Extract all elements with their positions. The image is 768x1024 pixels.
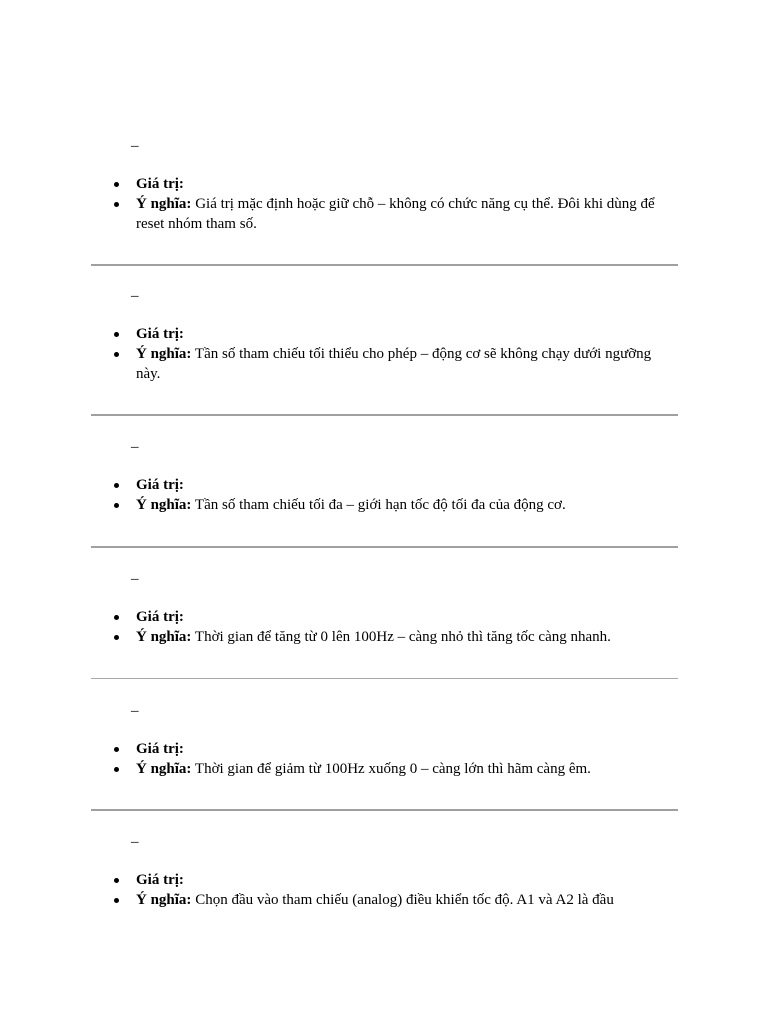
bullet-icon bbox=[114, 352, 119, 357]
section-5-list bbox=[110, 739, 670, 779]
value-label: Giá trị: bbox=[136, 872, 184, 888]
list-item-value bbox=[110, 174, 670, 194]
meaning-label: Ý nghĩa: bbox=[136, 497, 192, 513]
bullet-icon bbox=[114, 483, 119, 488]
meaning-label: Ý nghĩa: bbox=[136, 892, 192, 908]
section-6-list bbox=[110, 870, 670, 910]
section-1-dash: – bbox=[131, 138, 139, 154]
bullet-icon bbox=[114, 767, 119, 772]
list-item-meaning bbox=[110, 627, 670, 647]
bullet-icon bbox=[114, 503, 119, 508]
meaning-text: Chọn đầu vào tham chiếu (analog) điều khiển tốc độ. A1 và A2 là đầu bbox=[195, 892, 614, 908]
bullet-icon bbox=[114, 635, 119, 640]
section-4-dash: – bbox=[131, 571, 139, 587]
bullet-icon bbox=[114, 747, 119, 752]
list-item-value bbox=[110, 475, 670, 495]
value-label: Giá trị: bbox=[136, 477, 184, 493]
bullet-icon bbox=[114, 615, 119, 620]
list-item-value bbox=[110, 607, 670, 627]
list-item-value bbox=[110, 739, 670, 759]
meaning-text: Tần số tham chiếu tối thiểu cho phép – động cơ sẽ không chạy dưới ngưỡng này. bbox=[136, 346, 652, 382]
list-item-meaning bbox=[110, 890, 670, 910]
section-6-dash: – bbox=[131, 834, 139, 850]
divider bbox=[91, 809, 678, 811]
divider bbox=[91, 678, 678, 679]
bullet-icon bbox=[114, 898, 119, 903]
meaning-text: Thời gian để giảm từ 100Hz xuống 0 – càng lớn thì hãm càng êm. bbox=[194, 761, 591, 777]
value-label: Giá trị: bbox=[136, 741, 184, 757]
value-label: Giá trị: bbox=[136, 609, 184, 625]
divider bbox=[91, 414, 678, 416]
list-item-meaning bbox=[110, 759, 670, 779]
list-item-meaning bbox=[110, 495, 670, 515]
list-item-value bbox=[110, 870, 670, 890]
bullet-icon bbox=[114, 202, 119, 207]
value-label: Giá trị: bbox=[136, 176, 184, 192]
divider bbox=[91, 264, 678, 266]
bullet-icon bbox=[114, 332, 119, 337]
meaning-text: Giá trị mặc định hoặc giữ chỗ – không có chức năng cụ thể. Đôi khi dùng để reset nhóm tham số. bbox=[136, 196, 655, 232]
list-item-meaning bbox=[110, 344, 670, 384]
meaning-text: Thời gian để tăng từ 0 lên 100Hz – càng nhỏ thì tăng tốc càng nhanh. bbox=[194, 629, 611, 645]
value-label: Giá trị: bbox=[136, 326, 184, 342]
meaning-label: Ý nghĩa: bbox=[136, 629, 192, 645]
divider bbox=[91, 546, 678, 548]
list-item-meaning bbox=[110, 194, 670, 234]
section-1-list bbox=[110, 174, 670, 234]
meaning-label: Ý nghĩa: bbox=[136, 346, 192, 362]
section-3-list bbox=[110, 475, 670, 515]
meaning-label: Ý nghĩa: bbox=[136, 761, 192, 777]
section-3-dash: – bbox=[131, 439, 139, 455]
section-4-list bbox=[110, 607, 670, 647]
bullet-icon bbox=[114, 878, 119, 883]
section-5-dash: – bbox=[131, 703, 139, 719]
meaning-text: Tần số tham chiếu tối đa – giới hạn tốc độ tối đa của động cơ. bbox=[194, 497, 566, 513]
list-item-value bbox=[110, 324, 670, 344]
meaning-label: Ý nghĩa: bbox=[136, 196, 192, 212]
section-2-list bbox=[110, 324, 670, 384]
bullet-icon bbox=[114, 182, 119, 187]
section-2-dash: – bbox=[131, 288, 139, 304]
